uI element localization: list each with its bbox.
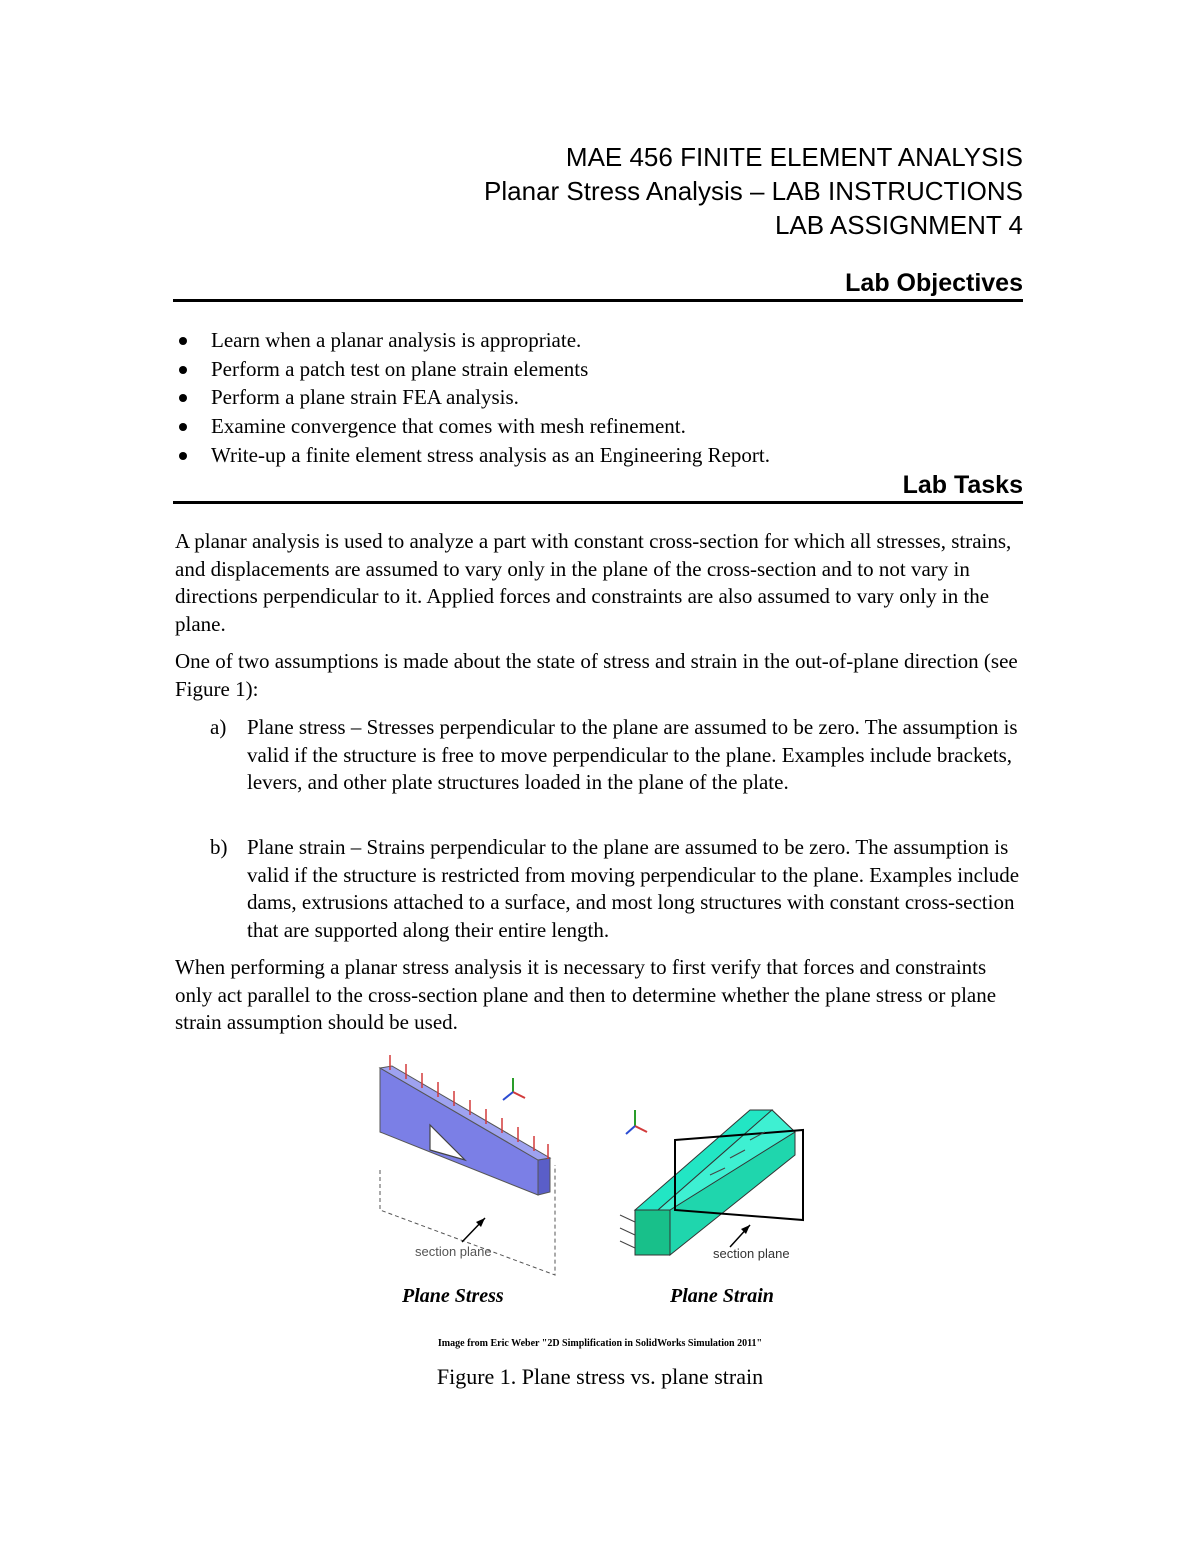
axis-triad-left bbox=[503, 1078, 525, 1100]
assumption-plane-strain bbox=[210, 834, 1020, 944]
paragraph-planar-intro: A planar analysis is used to analyze a part with constant cross-section for which all stresses, strains, and displacements are assumed to vary only in the plane of the cross-section and to not vary in directions perpendicular to it. Applied forces and constraints are also assumed to vary only in the plane. bbox=[175, 529, 1012, 636]
objectives-heading: Lab Objectives bbox=[173, 268, 1023, 302]
paragraph-assumptions: One of two assumptions is made about the state of stress and strain in the out-of-plane direction (see Figure 1): bbox=[175, 649, 1018, 701]
paragraph-verification: When performing a planar stress analysis it is necessary to first verify that forces and constraints only act parallel to the cross-section plane and then to determine whether the plane stress or plane strain assumption should be used. bbox=[175, 955, 997, 1034]
course-title: MAE 456 FINITE ELEMENT ANALYSIS bbox=[565, 142, 1023, 172]
plane-stress-title: Plane Stress bbox=[402, 1285, 504, 1307]
figure-plane-stress-strain bbox=[370, 1050, 830, 1320]
tasks-heading: Lab Tasks bbox=[173, 470, 1023, 504]
plate-face bbox=[380, 1068, 538, 1195]
plane-strain-title: Plane Strain bbox=[670, 1285, 774, 1307]
figure-credit: Image from Eric Weber "2D Simplification in SolidWorks Simulation 2011" bbox=[437, 1338, 763, 1349]
section-plane-label-left: section plane bbox=[415, 1244, 492, 1259]
lab-subtitle: Planar Stress Analysis – LAB INSTRUCTIONS bbox=[484, 176, 1023, 206]
figure-caption: Figure 1. Plane stress vs. plane strain bbox=[436, 1364, 764, 1389]
assignment-number: LAB ASSIGNMENT 4 bbox=[774, 210, 1023, 240]
prism-front bbox=[635, 1210, 670, 1255]
plane-stress-illustration bbox=[380, 1055, 555, 1307]
objectives-list bbox=[173, 326, 1023, 470]
list-item: Learn when a planar analysis is appropriate. bbox=[173, 326, 1023, 355]
axis-triad-right bbox=[626, 1110, 647, 1134]
assumption-plane-stress bbox=[210, 714, 1020, 797]
plate-edge bbox=[538, 1158, 550, 1195]
list-text: Plane strain – Strains perpendicular to the plane are assumed to be zero. The assumption is valid if the structure is restricted from moving perpendicular to the plane. Examples include dams, extrusions attached to a surface, and most long structures with constant cross-section that are supported along their entire length. bbox=[247, 835, 1020, 942]
list-text: Plane stress – Stresses perpendicular to the plane are assumed to be zero. The assumption is valid if the structure is free to move perpendicular to the plane. Examples include brackets, levers, and other plate structures loaded in the plane of the plate. bbox=[247, 715, 1018, 794]
list-item: Perform a plane strain FEA analysis. bbox=[173, 383, 1023, 412]
list-label: a) bbox=[210, 715, 227, 739]
section-plane-label-right: section plane bbox=[713, 1246, 790, 1261]
list-item: Write-up a finite element stress analysis as an Engineering Report. bbox=[173, 441, 1023, 470]
list-label: b) bbox=[210, 835, 228, 859]
document-header bbox=[484, 140, 1023, 242]
plane-strain-illustration bbox=[620, 1110, 803, 1307]
list-item: Examine convergence that comes with mesh refinement. bbox=[173, 412, 1023, 441]
list-item: Perform a patch test on plane strain elements bbox=[173, 355, 1023, 384]
